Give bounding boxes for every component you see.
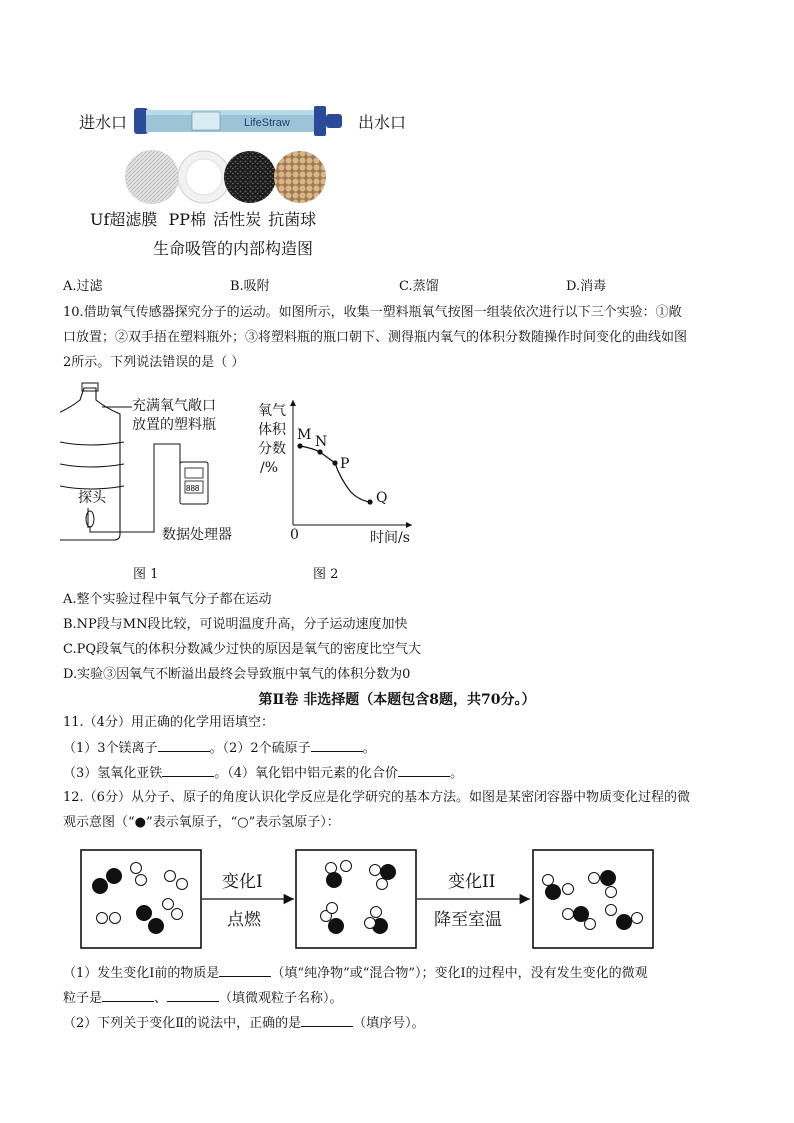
q10-stem-line3: 2所示。下列说法错误的是（ ）: [63, 355, 245, 370]
section2-title: 第Ⅱ卷 非选择题（本题包含8题，共70分。）: [258, 692, 536, 708]
filter-materials-image: [124, 150, 328, 206]
bottle-label-line1: 充满氧气敞口: [132, 398, 216, 414]
q12-blank-1[interactable]: [219, 964, 271, 977]
figure2-graph: [280, 388, 420, 538]
q11-stem: 11.（4分）用正确的化学用语填空：: [63, 715, 274, 730]
q12-stem-line1: 12.（6分）从分子、原子的角度认识化学反应是化学研究的基本方法。如图是某密闭容器中物质变化过程的微: [63, 790, 690, 805]
oxygen-curve: [300, 446, 370, 502]
q11-blank-3[interactable]: [162, 764, 214, 777]
q12-blank-2[interactable]: [102, 989, 154, 1002]
q9-option-a: A.过滤: [63, 279, 103, 294]
figure1-caption: 图 1: [133, 567, 159, 582]
figure2-caption: 图 2: [313, 567, 339, 582]
q12-sub2-text-b: （填序号）。: [353, 1016, 425, 1031]
change2-bottom-label: 降至室温: [434, 910, 502, 930]
label-q: Q: [376, 490, 388, 506]
q10-option-c: C.PQ段氧气的体积分数减少过快的原因是氧气的密度比空气大: [63, 642, 422, 657]
device-display-text: 888: [186, 484, 200, 493]
point-p: [332, 460, 337, 465]
ylabel-line1: 氧气: [258, 403, 286, 419]
lifestraw-tube-image: [132, 98, 352, 144]
outlet-label: 出水口: [358, 113, 407, 132]
q12-sub1-line1: [63, 964, 648, 983]
filter-parts-labels: [90, 207, 340, 230]
part-antibacterial-label: 抗菌球: [268, 210, 317, 229]
label-p: P: [340, 456, 350, 472]
q12-sub2-text-a: （2）下列关于变化Ⅱ的说法中，正确的是: [63, 1016, 302, 1031]
q12-sub1-text-d: 、: [154, 991, 168, 1006]
q10-option-a: A.整个实验过程中氧气分子都在运动: [63, 592, 272, 607]
device-label: 数据处理器: [162, 527, 232, 543]
graph-origin: 0: [290, 527, 299, 543]
ylabel-line2: 体积: [258, 422, 286, 438]
q11-blank-1[interactable]: [158, 739, 210, 752]
uf-membrane-sample: [125, 150, 179, 204]
inlet-label: 进水口: [79, 113, 128, 132]
q9-option-b: B.吸附: [230, 279, 270, 294]
label-n: N: [315, 434, 328, 450]
reaction-diagram: [78, 846, 658, 952]
q11-sub2-text: 。（2）2个硫原子: [209, 741, 311, 756]
part-pp-label: PP棉: [168, 210, 207, 229]
q9-option-d: D.消毒: [566, 279, 607, 294]
straw-brand-text: LifeStraw: [244, 117, 290, 129]
part-carbon-label: 活性炭: [213, 210, 262, 229]
bottle-label-line2: 放置的塑料瓶: [132, 417, 216, 433]
q12-stem-line2: 观示意图（“●”表示氧原子，“○”表示氢原子）：: [63, 815, 340, 830]
ylabel-line3: 分数: [258, 441, 286, 457]
ylabel-line4: /%: [260, 460, 279, 476]
q11-line1-end: 。: [362, 741, 376, 756]
q11-sub3-text: （3）氢氧化亚铁: [63, 766, 163, 781]
q10-option-b: B.NP段与MN段比较，可说明温度升高，分子运动速度加快: [63, 617, 408, 632]
q9-option-c: C.蒸馏: [399, 279, 439, 294]
graph-xlabel: 时间/s: [370, 530, 410, 546]
q10-stem-line1: 10.借助氧气传感器探究分子的运动。如图所示，收集一塑料瓶氧气按图一组装依次进行以下三个实验：①敞: [63, 305, 682, 320]
point-m: [297, 443, 302, 448]
probe-label: 探头: [78, 490, 106, 506]
q11-blank-2[interactable]: [311, 739, 363, 752]
q11-sub4-text: 。（4）氧化铝中铝元素的化合价: [214, 766, 399, 781]
change1-bottom-label: 点燃: [227, 910, 261, 930]
q12-blank-3[interactable]: [167, 989, 219, 1002]
q12-blank-4[interactable]: [301, 1014, 353, 1027]
bottle-label: [132, 397, 216, 435]
point-q: [367, 499, 372, 504]
straw-caption: 生命吸管的内部构造图: [153, 239, 314, 258]
q11-line1: [63, 739, 376, 758]
graph-ylabel: [258, 402, 286, 478]
q11-sub1-text: （1）3个镁离子: [63, 741, 158, 756]
box-after-ignition: [296, 850, 416, 948]
q10-stem-line2: 口放置；②双手捂在塑料瓶外；③将塑料瓶的瓶口朝下、测得瓶内氧气的体积分数随操作时间变化的曲线如图: [63, 330, 688, 345]
q12-sub1-text-b: （填“纯净物”或“混合物”）；变化Ⅰ的过程中，没有发生变化的微观: [271, 966, 648, 981]
q12-sub2-line: [63, 1014, 425, 1033]
q12-sub1-line2: [63, 989, 343, 1008]
change1-top-label: 变化I: [222, 872, 263, 892]
q12-sub1-text-a: （1）发生变化Ⅰ前的物质是: [63, 966, 220, 981]
q12-sub1-text-c: 粒子是: [63, 991, 103, 1006]
point-n: [317, 449, 322, 454]
q11-line2-end: 。: [450, 766, 464, 781]
part-uf-label: Uf超滤膜: [90, 210, 158, 229]
label-m: M: [297, 427, 312, 443]
change2-top-label: 变化II: [448, 872, 496, 892]
q11-line2: [63, 764, 463, 783]
q12-sub1-text-e: （填微观粒子名称）。: [219, 991, 343, 1006]
q11-blank-4[interactable]: [398, 764, 450, 777]
q10-option-d: D.实验③因氧气不断溢出最终会导致瓶中氧气的体积分数为0: [63, 667, 411, 682]
